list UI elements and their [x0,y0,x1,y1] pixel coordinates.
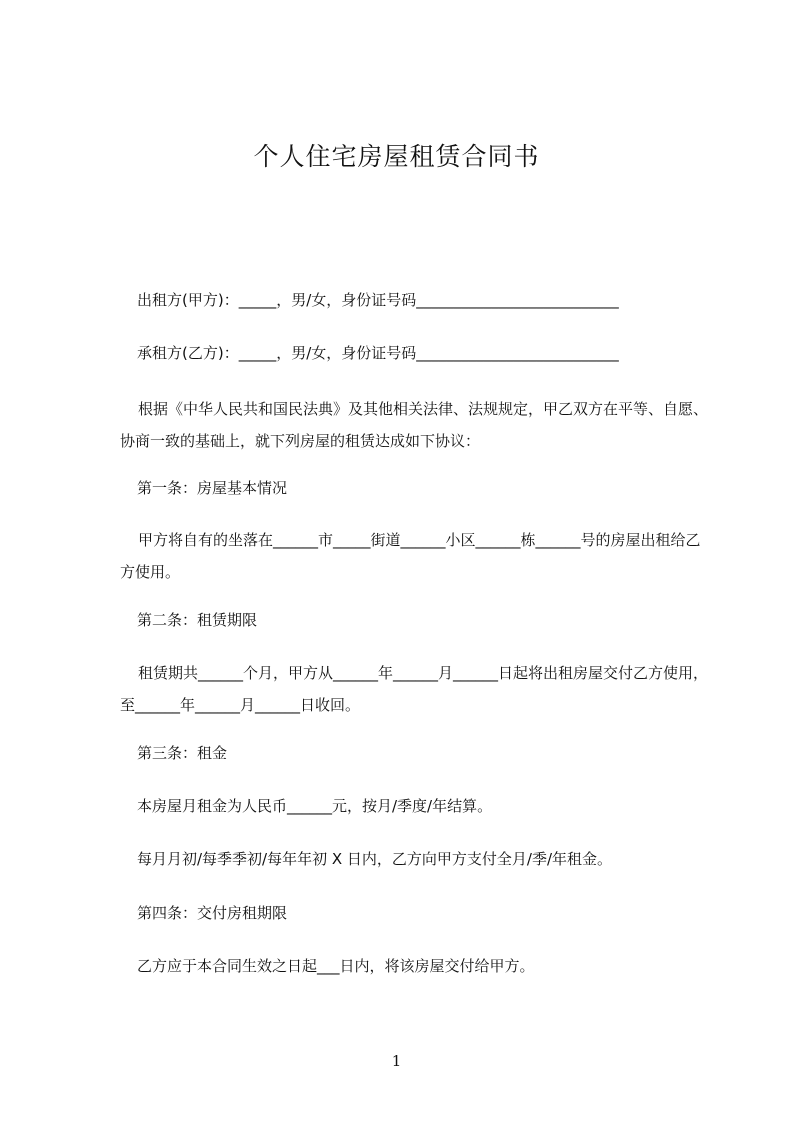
article-2-paragraph: 租赁期共______个月，甲方从______年______月______日起将出租房屋交付乙方使用，至______年______月______日收回。 [120,664,709,714]
article-1-heading: 第一条：房屋基本情况 [137,479,288,497]
article-1-paragraph: 甲方将自有的坐落在______市_____街道______小区______栋______号的房屋出租给乙方使用。 [120,531,701,581]
article-4-heading: 第四条：交付房租期限 [137,904,288,922]
preamble-paragraph: 根据《中华人民共和国民法典》及其他相关法律、法规规定，甲乙双方在平等、自愿、协商一致的基础上，就下列房屋的租赁达成如下协议： [120,400,709,450]
lessor-line: 出租方(甲方)：_____，男/女，身份证号码___________________________ [137,291,619,309]
page-title: 个人住宅房屋租赁合同书 [253,142,540,171]
page-number: 1 [391,1052,402,1070]
lessee-line: 承租方(乙方)：_____，男/女，身份证号码___________________________ [137,344,619,362]
article-4-paragraph: 乙方应于本合同生效之日起___日内，将该房屋交付给甲方。 [137,957,535,975]
article-2-heading: 第二条：租赁期限 [137,611,258,629]
article-3-paragraph-2: 每月月初/每季季初/每年年初 X 日内，乙方向甲方支付全月/季/年租金。 [137,850,613,868]
article-3-paragraph-1: 本房屋月租金为人民币______元，按月/季度/年结算。 [137,797,493,815]
article-3-heading: 第三条：租金 [137,744,228,762]
